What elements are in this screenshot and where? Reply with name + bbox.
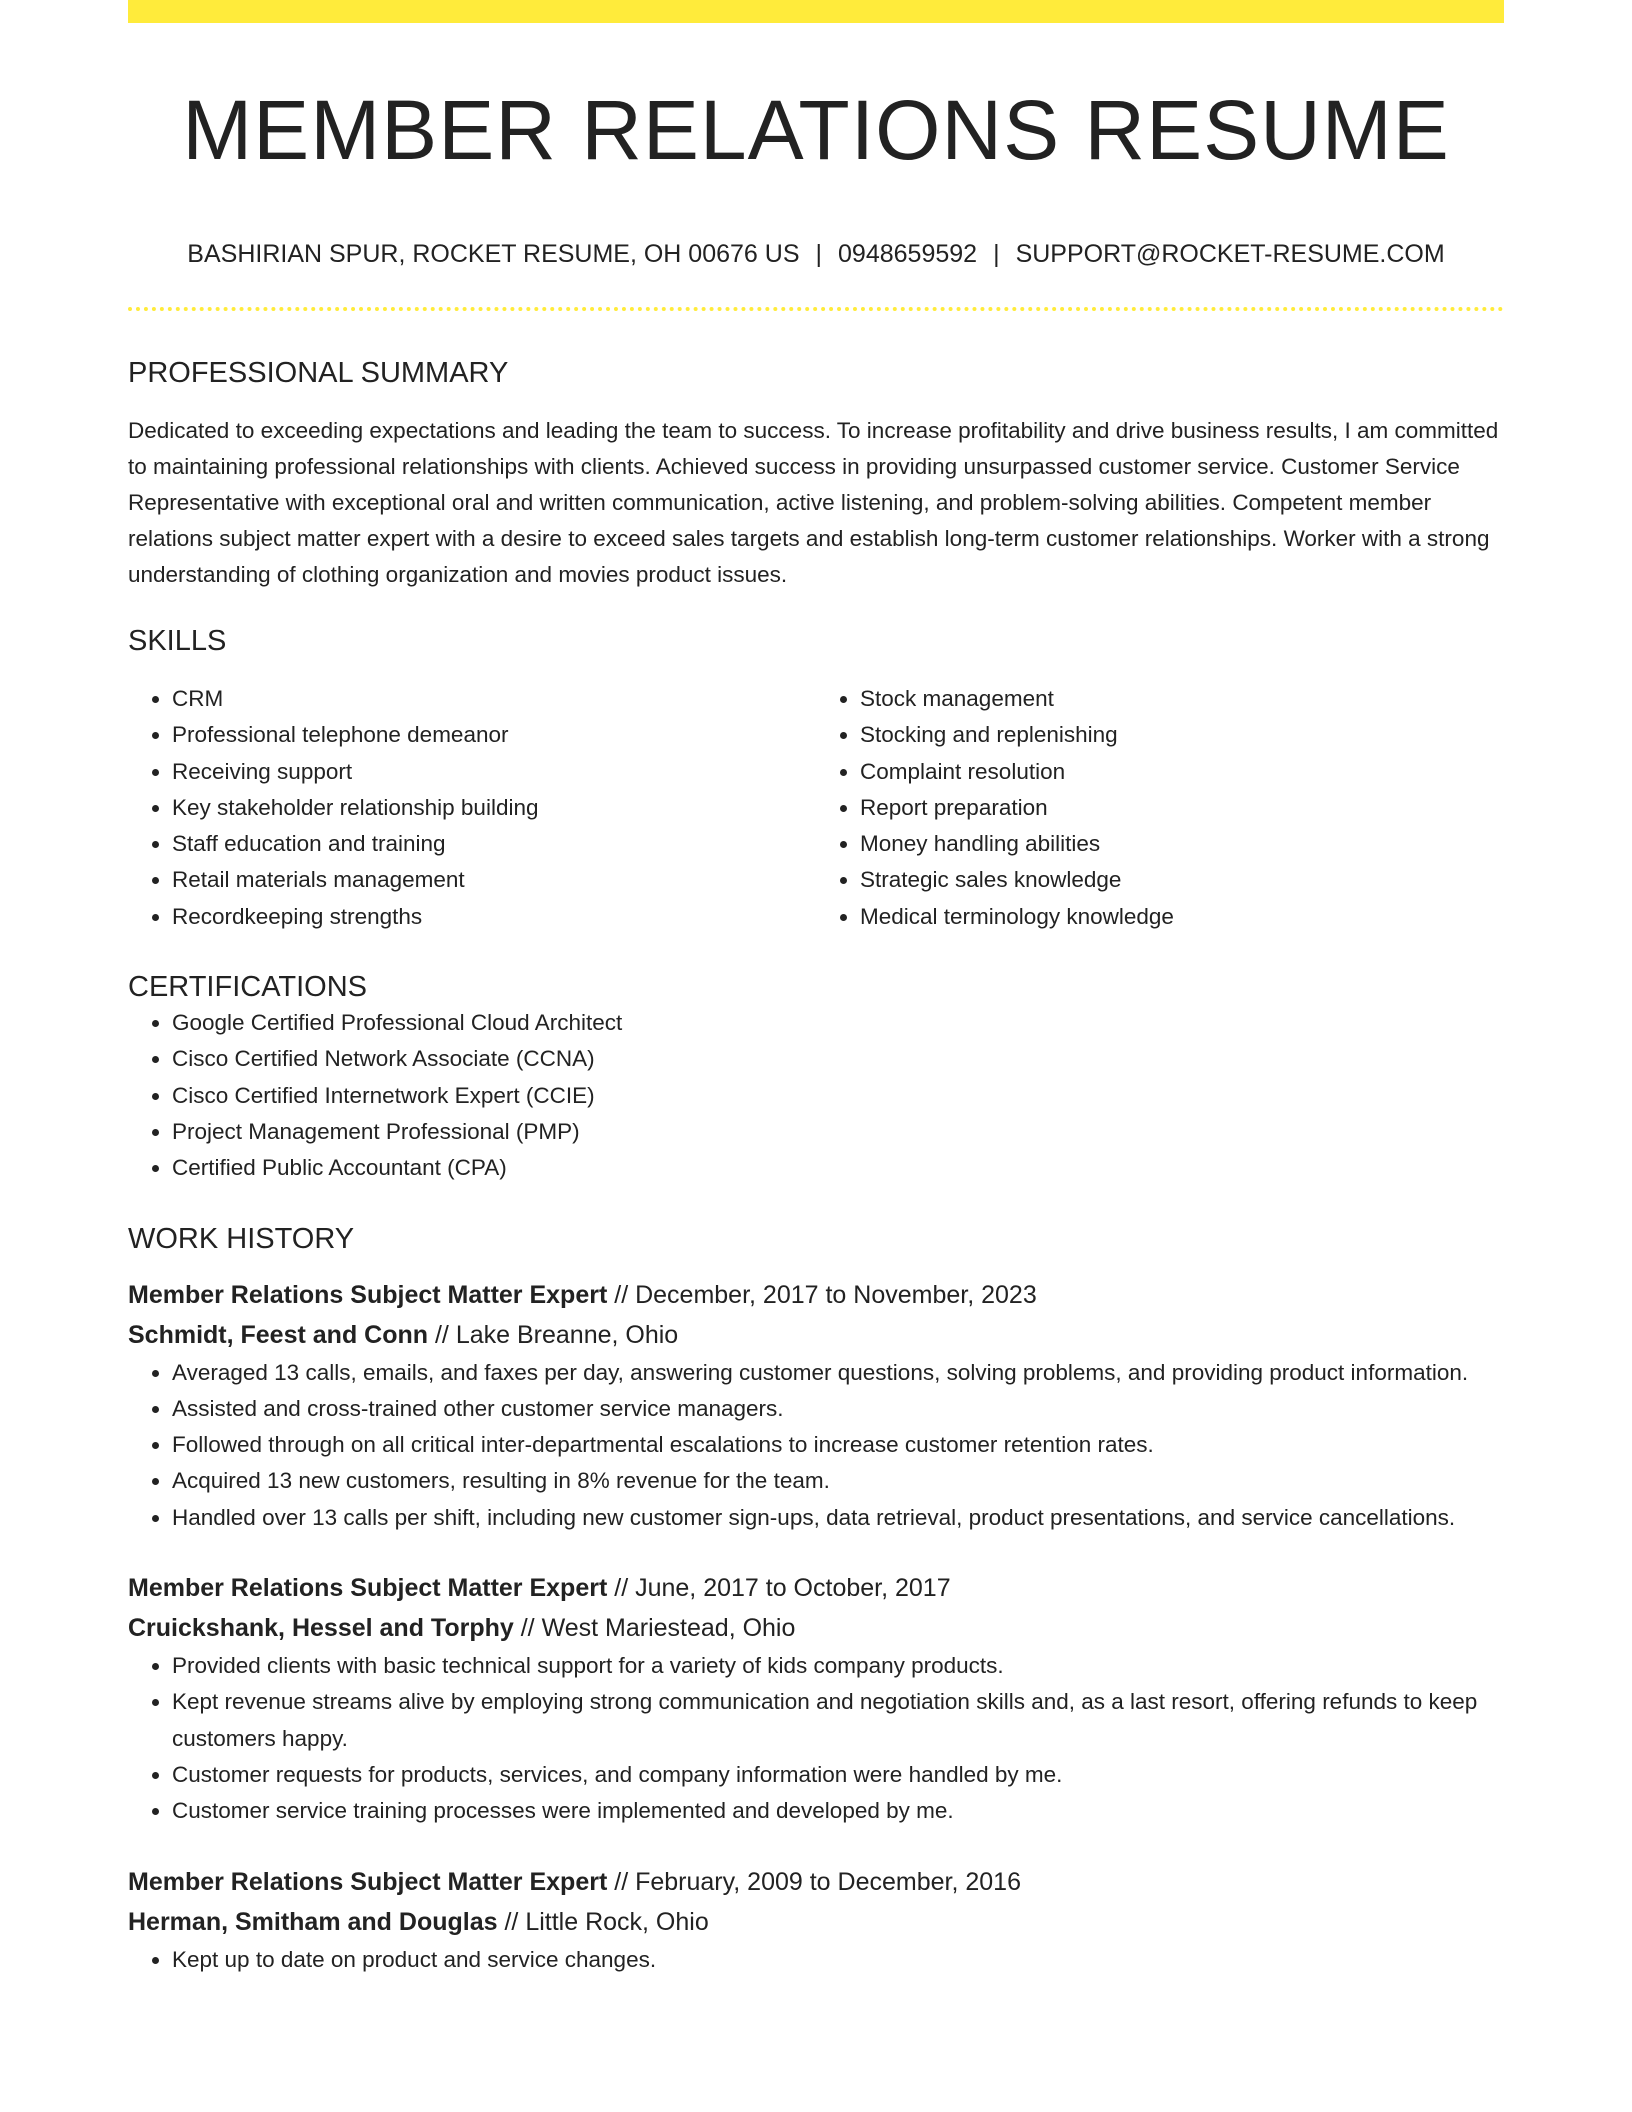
job-separator: // <box>428 1320 456 1349</box>
skill-item: • Staff education and training <box>172 826 816 862</box>
job-company-line <box>128 1902 1504 1942</box>
job-title-line <box>128 1275 1504 1315</box>
job-bullet: • Customer requests for products, services, and company information were handled by me. <box>172 1757 1504 1793</box>
job-separator: // <box>607 1867 636 1896</box>
skills-list-left <box>128 681 816 935</box>
job-separator: // <box>497 1907 526 1936</box>
job-title-line <box>128 1862 1504 1902</box>
contact-phone: 0948659592 <box>838 240 978 268</box>
job-location: West Mariestead, Ohio <box>541 1614 796 1643</box>
skill-item: • Medical terminology knowledge <box>860 899 1504 935</box>
skill-item: • Complaint resolution <box>860 754 1504 790</box>
job-company: Schmidt, Feest and Conn <box>128 1320 429 1349</box>
certification-item: • Certified Public Accountant (CPA) <box>172 1150 1504 1186</box>
job-bullet: • Kept up to date on product and service changes. <box>172 1942 1504 1978</box>
work-history-heading: WORK HISTORY <box>128 1222 355 1255</box>
job-separator: // <box>513 1614 542 1643</box>
certification-item: • Cisco Certified Internetwork Expert (CCIE) <box>172 1078 1504 1114</box>
job-location: Lake Breanne, Ohio <box>455 1320 679 1349</box>
contact-separator: | <box>993 240 1000 268</box>
contact-email: SUPPORT@ROCKET-RESUME.COM <box>1015 240 1445 268</box>
skill-item: • Receiving support <box>172 754 816 790</box>
job-company-line <box>128 1315 1504 1355</box>
job-entry <box>128 1568 1504 1829</box>
skill-item: • Key stakeholder relationship building <box>172 790 816 826</box>
skill-item: • Recordkeeping strengths <box>172 899 816 935</box>
job-bullet: • Kept revenue streams alive by employing strong communication and negotiation skills and, as a last resort, offering refunds to keep customers happy. <box>172 1684 1504 1757</box>
skills-list-right <box>816 681 1504 935</box>
job-bullets <box>128 1648 1504 1829</box>
job-dates: February, 2009 to December, 2016 <box>635 1867 1021 1896</box>
job-dates: June, 2017 to October, 2017 <box>635 1574 951 1603</box>
job-company: Cruickshank, Hessel and Torphy <box>128 1614 514 1643</box>
job-title: Member Relations Subject Matter Expert <box>128 1574 608 1603</box>
skill-item: • CRM <box>172 681 816 717</box>
job-bullet: • Handled over 13 calls per shift, including new customer sign-ups, data retrieval, product presentations, and service cancellations. <box>172 1500 1504 1536</box>
job-company-line <box>128 1608 1504 1648</box>
job-title: Member Relations Subject Matter Expert <box>128 1867 608 1896</box>
certification-item: • Project Management Professional (PMP) <box>172 1114 1504 1150</box>
contact-separator: | <box>815 240 823 268</box>
job-company: Herman, Smitham and Douglas <box>128 1907 498 1936</box>
summary-heading: PROFESSIONAL SUMMARY <box>128 357 509 389</box>
job-bullets <box>128 1355 1504 1536</box>
contact-line <box>128 238 1504 270</box>
job-entry <box>128 1275 1504 1536</box>
skills-heading: SKILLS <box>128 625 227 657</box>
skill-item: • Money handling abilities <box>860 826 1504 862</box>
certification-item: • Cisco Certified Network Associate (CCNA) <box>172 1041 1504 1077</box>
job-bullet: • Averaged 13 calls, emails, and faxes per day, answering customer questions, solving problems, and providing product information. <box>172 1355 1504 1391</box>
job-dates: December, 2017 to November, 2023 <box>635 1280 1037 1309</box>
job-bullet: • Acquired 13 new customers, resulting in 8% revenue for the team. <box>172 1463 1504 1499</box>
job-entry <box>128 1862 1504 1978</box>
job-location: Little Rock, Ohio <box>525 1907 709 1936</box>
job-bullet: • Provided clients with basic technical support for a variety of kids company products. <box>172 1648 1504 1684</box>
skill-item: • Strategic sales knowledge <box>860 862 1504 898</box>
resume-title: MEMBER RELATIONS RESUME <box>182 83 1450 177</box>
skill-item: • Stocking and replenishing <box>860 717 1504 753</box>
certifications-list <box>128 1005 1504 1186</box>
contact-address: BASHIRIAN SPUR, ROCKET RESUME, OH 00676 US <box>187 240 800 268</box>
summary-text: Dedicated to exceeding expectations and leading the team to success. To increase profitability and drive business results, I am committed to maintaining professional relationships with clients. Achieved success in providing unsurpassed customer service. Customer Service Representative with exceptional oral and written communication, active listening, and problem-solving abilities. Competent member relations subject matter expert with a desire to exceed sales targets and establish long-term customer relationships. Worker with a strong understanding of clothing organization and movies product issues. <box>128 418 1499 587</box>
skill-item: • Report preparation <box>860 790 1504 826</box>
job-bullet: • Assisted and cross-trained other customer service managers. <box>172 1391 1504 1427</box>
skill-item: • Retail materials management <box>172 862 816 898</box>
job-title: Member Relations Subject Matter Expert <box>128 1280 608 1309</box>
resume-content <box>128 0 1504 1978</box>
skill-item: • Stock management <box>860 681 1504 717</box>
skills-columns <box>128 681 1504 935</box>
dotted-divider <box>128 307 1504 311</box>
job-separator: // <box>607 1574 636 1603</box>
certification-item: • Google Certified Professional Cloud Architect <box>172 1005 1504 1041</box>
skill-item: • Professional telephone demeanor <box>172 717 816 753</box>
job-bullet: • Followed through on all critical inter-departmental escalations to increase customer retention rates. <box>172 1427 1504 1463</box>
job-bullet: • Customer service training processes were implemented and developed by me. <box>172 1793 1504 1829</box>
job-separator: // <box>607 1280 636 1309</box>
job-bullets <box>128 1942 1504 1978</box>
certifications-heading: CERTIFICATIONS <box>128 971 367 1004</box>
job-title-line <box>128 1568 1504 1608</box>
